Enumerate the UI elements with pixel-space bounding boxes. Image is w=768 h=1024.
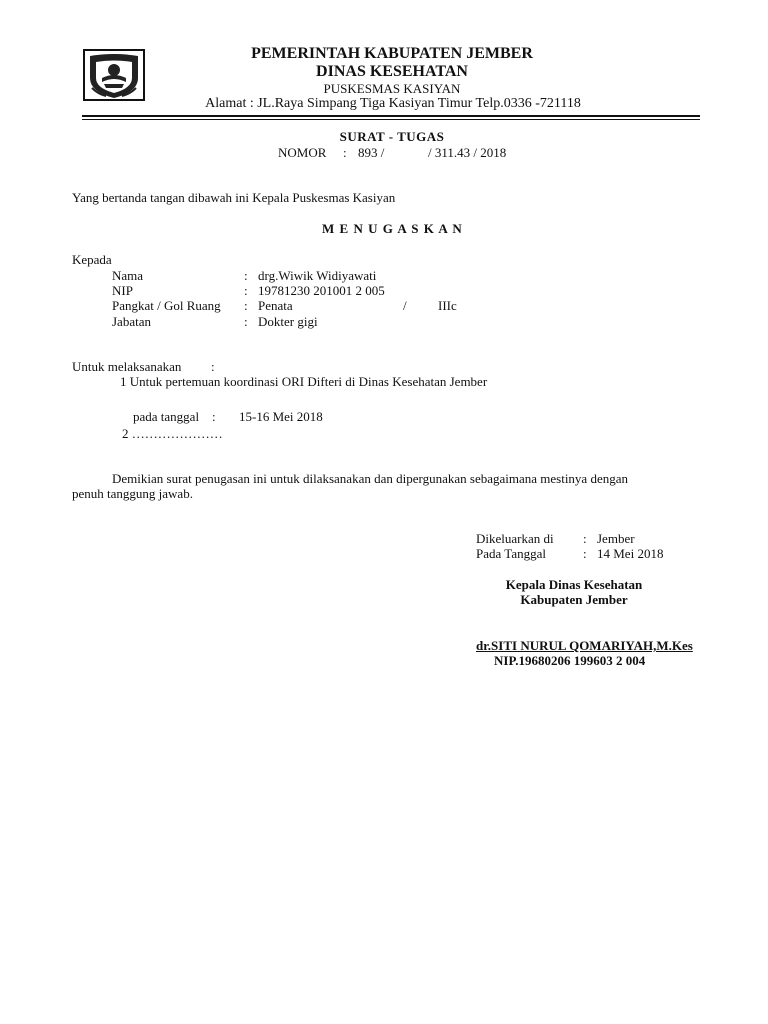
field-label-pangkat: Pangkat / Gol Ruang (112, 298, 221, 313)
header-address: Alamat : JL.Raya Simpang Tiga Kasiyan Timur Telp.0336 -721118 (205, 96, 581, 111)
tugas-item-2: 2 ………………… (122, 426, 223, 441)
menugaskan-heading: M E N U G A S K A N (322, 221, 463, 236)
field-value-nama: drg.Wiwik Widiyawati (258, 268, 377, 283)
nomor-separator: : (343, 145, 347, 160)
field-label-nip: NIP (112, 283, 133, 298)
nomor-value-prefix: 893 / (358, 145, 385, 160)
issued-place-separator: : (583, 531, 587, 546)
tugas-label: Untuk melaksanakan (72, 359, 182, 374)
issued-place-label: Dikeluarkan di (476, 531, 554, 546)
document-title: SURAT - TUGAS (339, 129, 445, 144)
issued-date-separator: : (583, 546, 587, 561)
field-sep-nama: : (244, 268, 248, 283)
kepada-label: Kepada (72, 252, 112, 267)
tugas-separator: : (211, 359, 215, 374)
signatory-nip: NIP.19680206 199603 2 004 (494, 653, 646, 668)
tugas-item-1: 1 Untuk pertemuan koordinasi ORI Difteri di Dinas Kesehatan Jember (120, 374, 488, 389)
field-sep-pangkat: : (244, 298, 248, 313)
issued-place-value: Jember (597, 531, 635, 546)
regency-emblem-icon (82, 48, 146, 102)
closing-line-1: Demikian surat penugasan ini untuk dilaksanakan dan dipergunakan sebagaimana mestinya dengan (112, 471, 628, 486)
tanggal-value: 15-16 Mei 2018 (239, 409, 323, 424)
letterhead-rule-thick (82, 115, 700, 117)
header-line-puskesmas: PUSKESMAS KASIYAN (323, 81, 461, 96)
tanggal-label: pada tanggal (133, 409, 200, 424)
letterhead-rule-thin (82, 119, 700, 120)
field-label-nama: Nama (112, 268, 144, 283)
field-sep-golongan: / (403, 298, 407, 313)
signatory-title-1: Kepala Dinas Kesehatan (505, 577, 643, 592)
signatory-name: dr.SITI NURUL QOMARIYAH,M.Kes (476, 638, 693, 653)
field-sep-nip: : (244, 283, 248, 298)
closing-line-2: penuh tanggung jawab. (72, 486, 193, 501)
field-label-jabatan: Jabatan (112, 314, 151, 329)
intro-text: Yang bertanda tangan dibawah ini Kepala Puskesmas Kasiyan (72, 190, 396, 205)
signatory-title-2: Kabupaten Jember (520, 592, 628, 607)
issued-date-value: 14 Mei 2018 (597, 546, 664, 561)
field-value-nip: 19781230 201001 2 005 (258, 283, 385, 298)
nomor-label: NOMOR (278, 145, 327, 160)
field-value-jabatan: Dokter gigi (258, 314, 318, 329)
header-line-agency: DINAS KESEHATAN (316, 63, 468, 80)
field-value-pangkat: Penata (258, 298, 293, 313)
field-value-golongan: IIIc (438, 298, 457, 313)
issued-date-label: Pada Tanggal (476, 546, 546, 561)
tanggal-separator: : (212, 409, 216, 424)
field-sep-jabatan: : (244, 314, 248, 329)
header-line-government: PEMERINTAH KABUPATEN JEMBER (251, 45, 533, 62)
nomor-value-suffix: / 311.43 / 2018 (428, 145, 507, 160)
